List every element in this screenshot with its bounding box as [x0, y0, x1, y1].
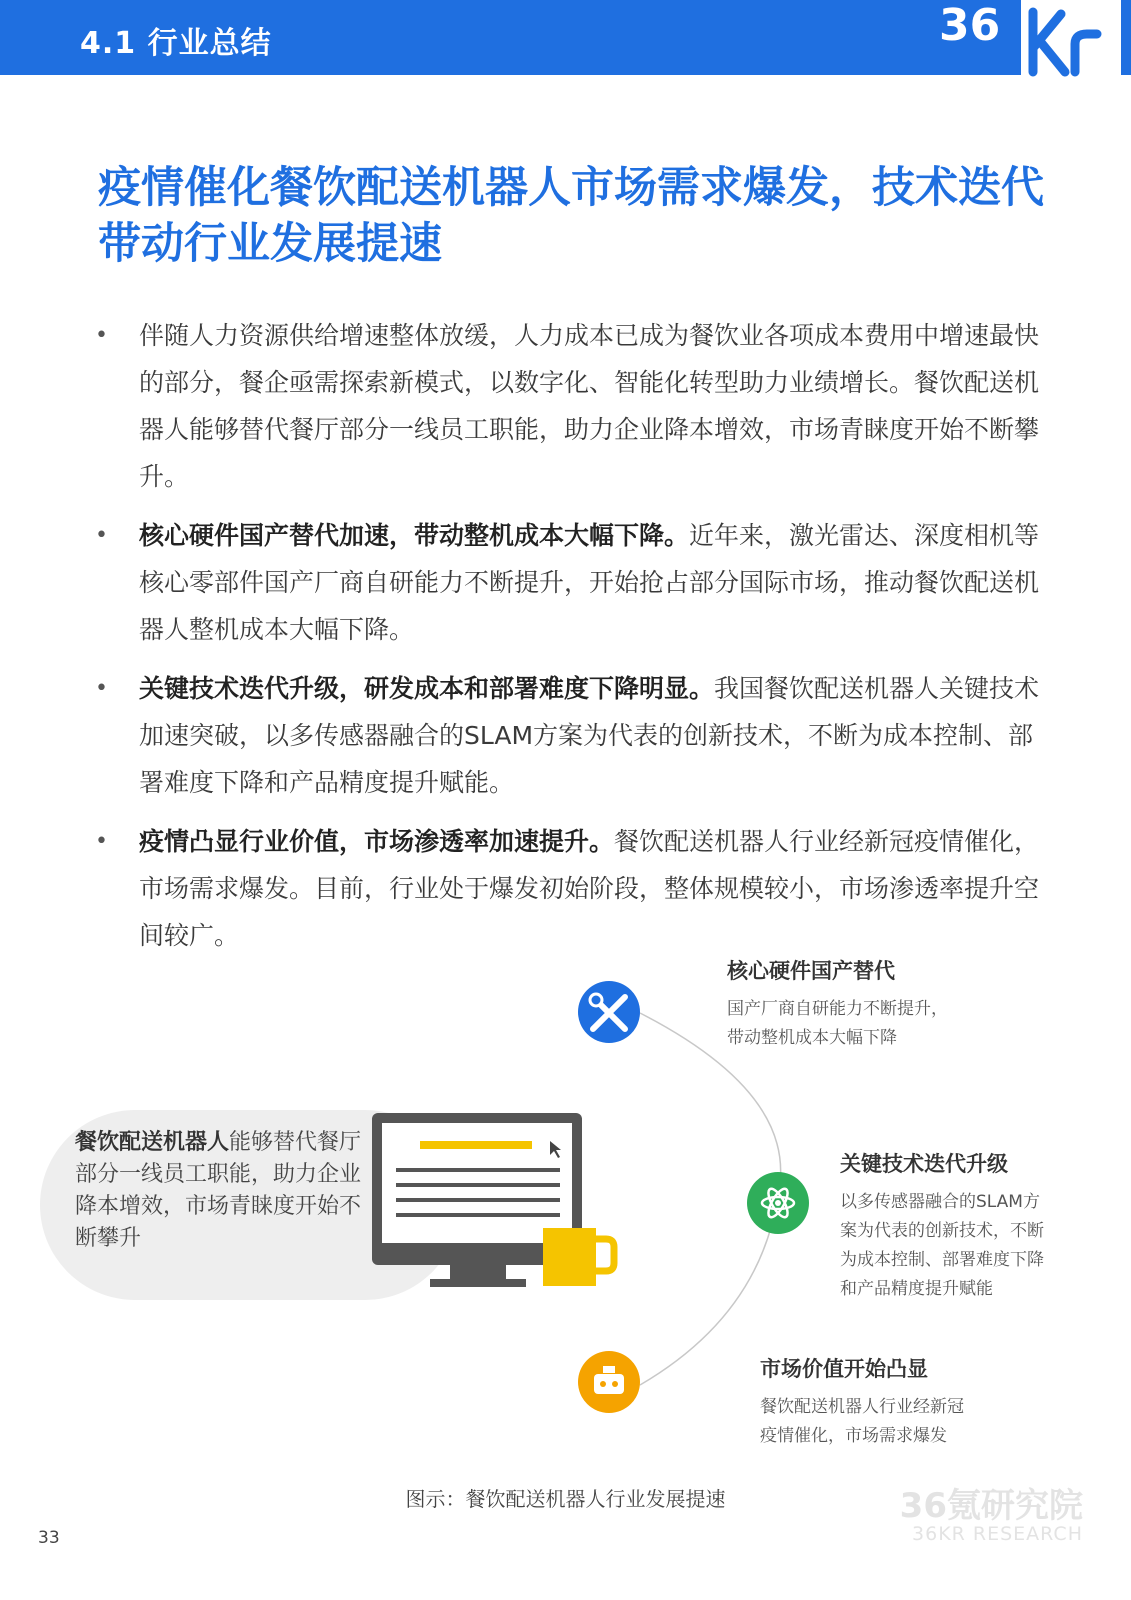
wrench-screwdriver-icon [578, 981, 640, 1043]
brand-logo [939, 0, 1121, 78]
bullet-bold: 关键技术迭代升级，研发成本和部署难度下降明显。 [139, 674, 715, 703]
svg-text:36: 36 [939, 0, 1001, 51]
center-text: 能够替代餐厅部分一线员工职能，助力企业降本增效，市场青睐度开始不断攀升 [75, 1130, 362, 1251]
feature-title: 核心硬件国产替代 [727, 959, 895, 983]
bullet-item [95, 512, 1055, 653]
feature-title: 关键技术迭代升级 [840, 1152, 1008, 1176]
feature-line: 为成本控制、部署难度下降 [840, 1250, 1044, 1270]
feature-line: 以多传感器融合的SLAM方 [840, 1192, 1040, 1212]
center-bold: 餐饮配送机器人 [75, 1130, 230, 1155]
watermark-en: 36KR RESEARCH [912, 1523, 1083, 1545]
page-number: 33 [38, 1528, 60, 1548]
bullet-text: 近年来，激光雷达、深度相机等核心零部件国产厂商自研能力不断提升，开始抢占部分国际市场，推动餐饮配送机器人整机成本大幅下降。 [139, 521, 1040, 644]
feature-line: 国产厂商自研能力不断提升， [727, 999, 948, 1019]
feature-line: 案为代表的创新技术，不断 [840, 1221, 1044, 1241]
industry-diagram [0, 945, 1131, 1465]
feature-line: 带动整机成本大幅下降 [727, 1028, 897, 1048]
feature-body [760, 1393, 964, 1451]
bullet-list [95, 312, 1055, 971]
bullet-bold: 核心硬件国产替代加速，带动整机成本大幅下降。 [139, 521, 690, 550]
bullet-text: 伴随人力资源供给增速整体放缓，人力成本已成为餐饮业各项成本费用中增速最快的部分，餐企亟需探索新模式，以数字化、智能化转型助力业绩增长。餐饮配送机器人能够替代餐厅部分一线员工职能，助力企业降本增效，市场青睐度开始不断攀升。 [139, 321, 1040, 491]
bullet-item [95, 312, 1055, 500]
feature-hardware [727, 955, 948, 1053]
figure-caption: 图示：餐饮配送机器人行业发展提速 [405, 1487, 726, 1511]
page-headline: 疫情催化餐饮配送机器人市场需求爆发，技术迭代带动行业发展提速 [98, 163, 1044, 269]
feature-title: 市场价值开始凸显 [760, 1357, 928, 1381]
bullet-text: 餐饮配送机器人行业经新冠疫情催化，市场需求爆发。目前，行业处于爆发初始阶段，整体规模较小，市场渗透率提升空间较广。 [139, 827, 1040, 950]
feature-body [727, 995, 948, 1053]
section-label: 4.1 行业总结 [80, 26, 272, 61]
robot-icon [578, 1351, 640, 1413]
feature-line: 和产品精度提升赋能 [840, 1279, 993, 1299]
bullet-bold: 疫情凸显行业价值，市场渗透率加速提升。 [139, 827, 615, 856]
feature-line: 餐饮配送机器人行业经新冠 [760, 1397, 964, 1417]
bullet-text: 我国餐饮配送机器人关键技术加速突破，以多传感器融合的SLAM方案为代表的创新技术，不断为成本控制、部署难度下降和产品精度提升赋能。 [139, 674, 1040, 797]
watermark-cn: 36氪研究院 [899, 1486, 1083, 1526]
feature-body [840, 1188, 1044, 1304]
feature-technology [840, 1148, 1044, 1304]
feature-line: 疫情催化，市场需求爆发 [760, 1426, 947, 1446]
header-bar [0, 0, 1131, 75]
bullet-item [95, 818, 1055, 959]
bullet-item [95, 665, 1055, 806]
feature-market [760, 1353, 964, 1451]
atom-icon [747, 1172, 809, 1234]
watermark [900, 1478, 1083, 1545]
mug-icon [543, 1228, 614, 1286]
